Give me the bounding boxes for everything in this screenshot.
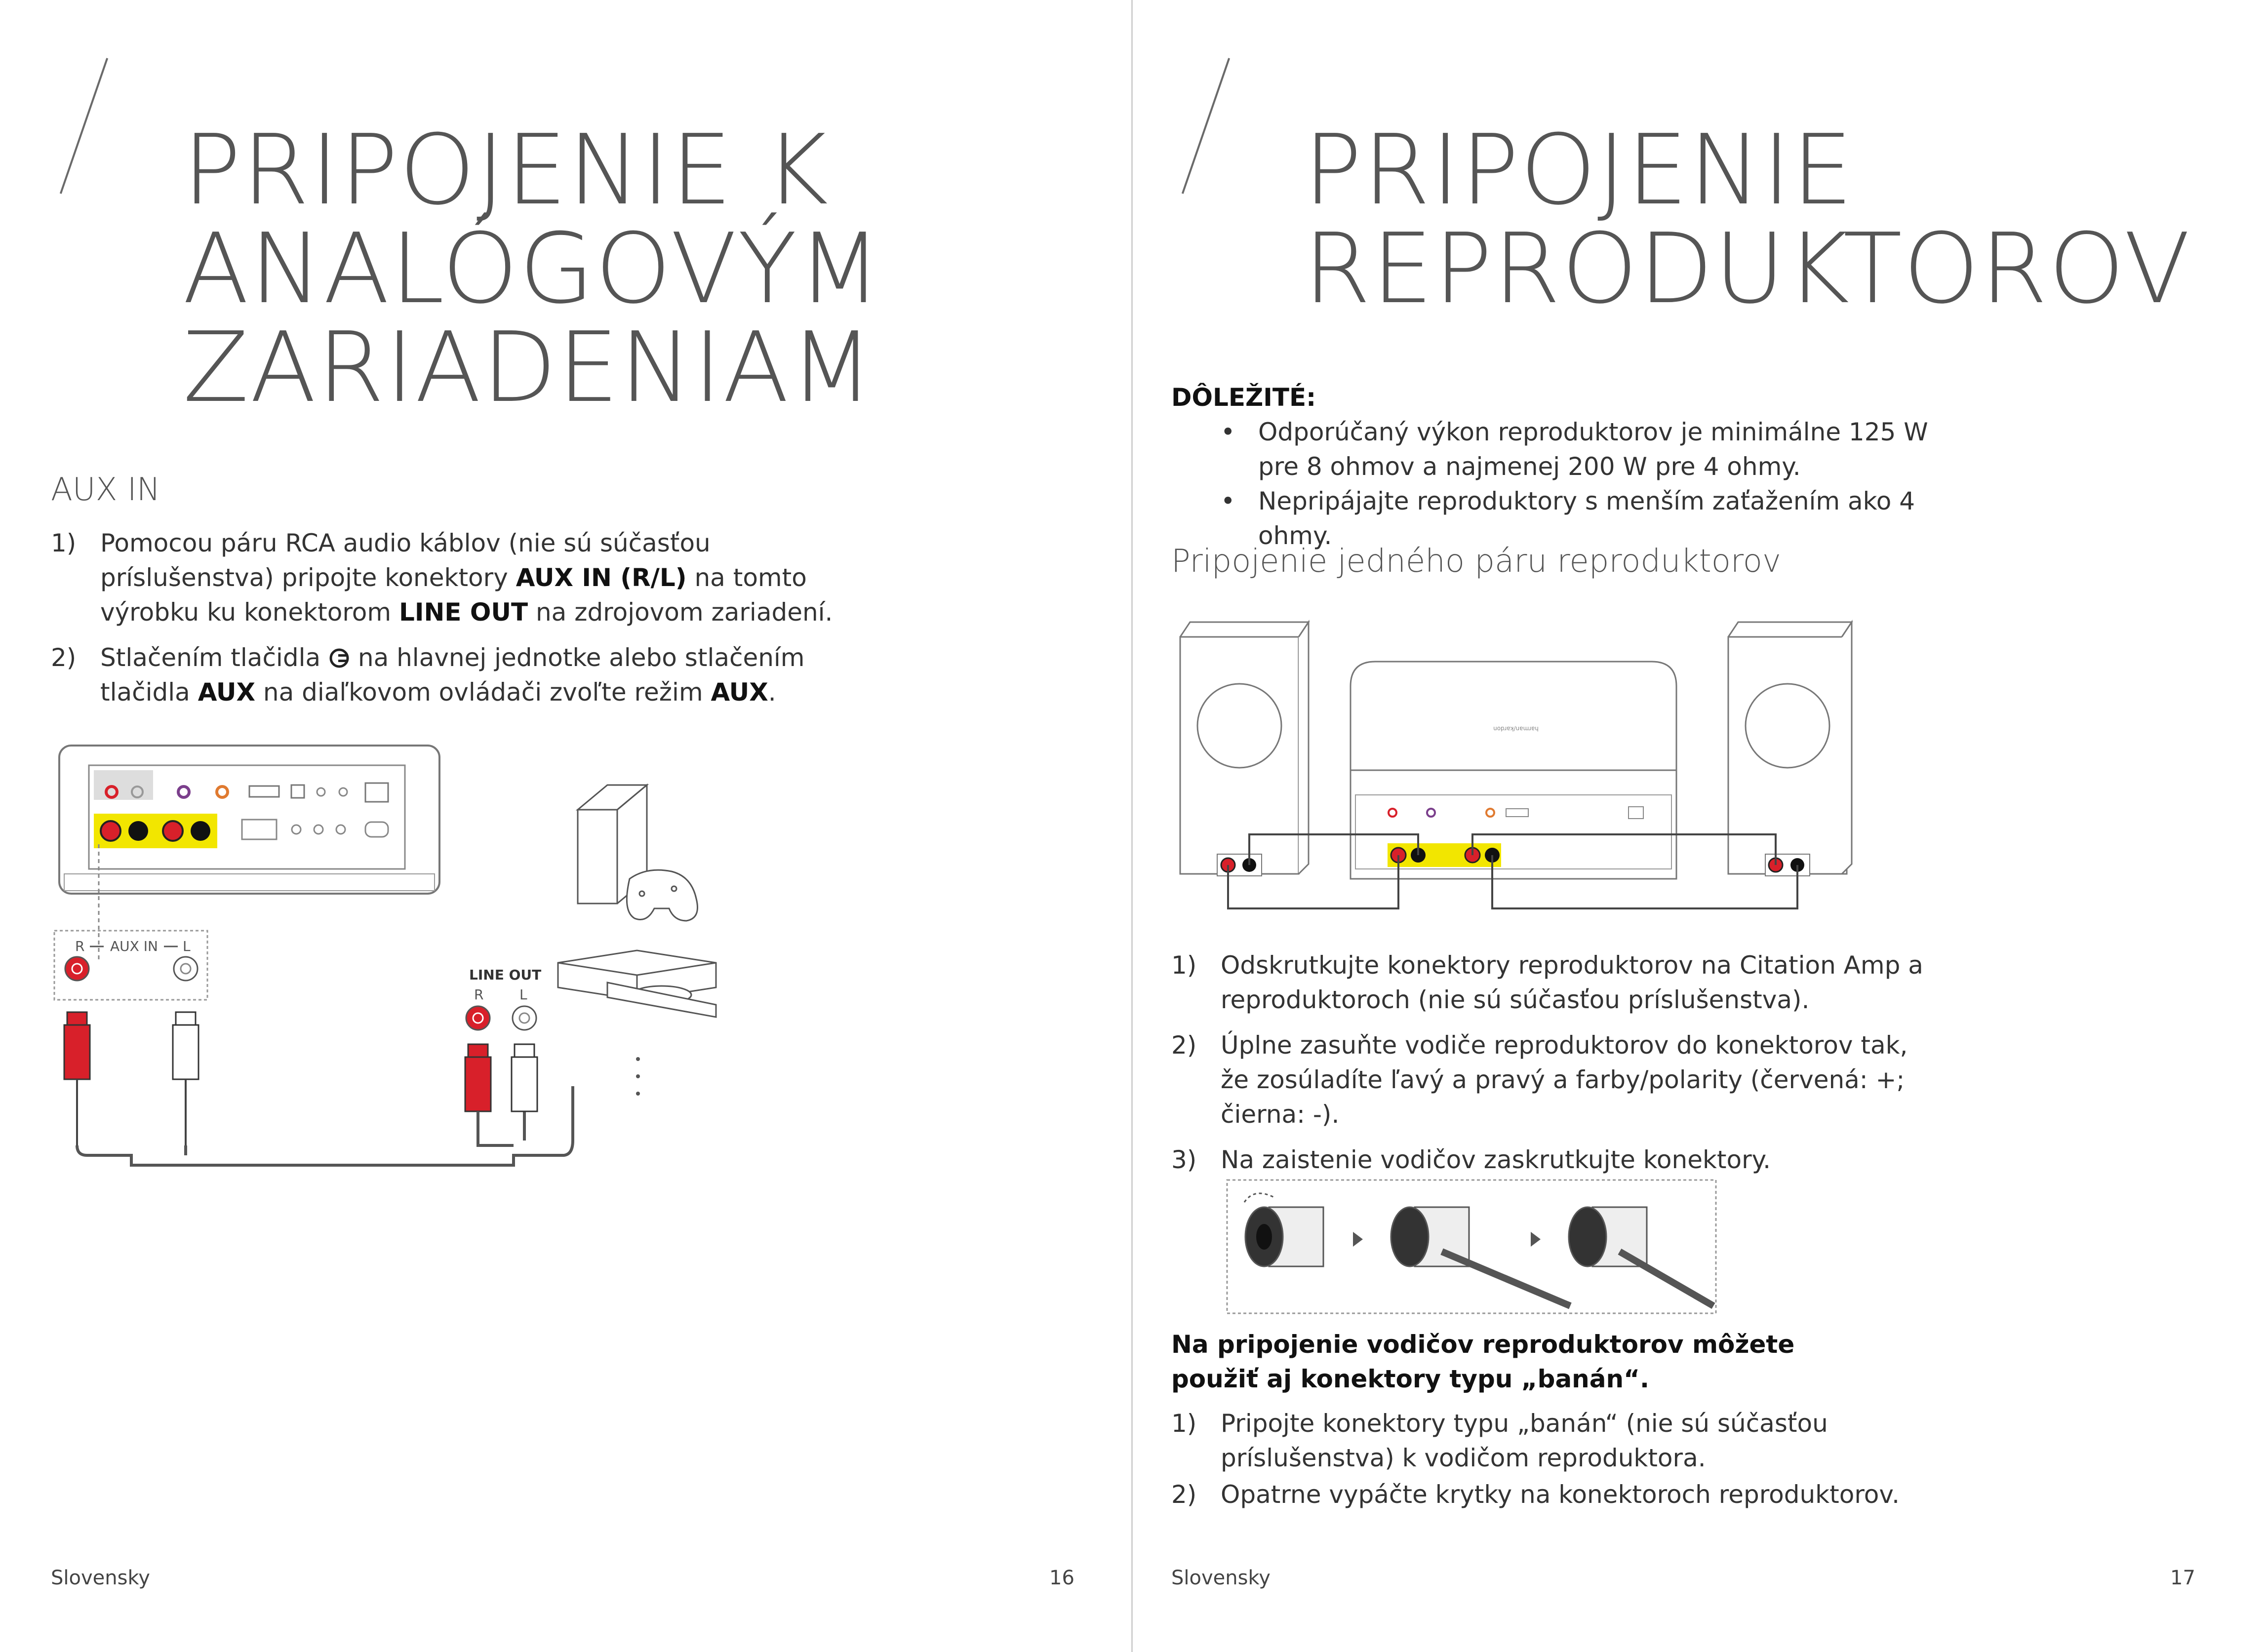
speaker-pair-heading: Pripojenie jedného páru reproduktorov <box>1171 543 1781 580</box>
line-out-r-label: R <box>474 986 484 1003</box>
page-spine <box>1131 0 1133 1652</box>
amp-brand-label: harman/kardon <box>1493 725 1539 732</box>
aux-connection-diagram <box>49 731 820 1185</box>
aux-in-callout-label: AUX IN <box>110 938 158 954</box>
left-page-title: PRIPOJENIE K ANALÓGOVÝM ZARIADENIAM <box>183 114 882 424</box>
arrow-icon <box>1531 1232 1541 1247</box>
more-devices-dots <box>636 1057 640 1096</box>
speaker-connection-diagram <box>1170 617 1871 923</box>
speaker-terminals <box>94 814 217 848</box>
step-item: 2) Opatrne vypáčte krytky na konektoroch reproduktorov. <box>1171 1480 1900 1509</box>
terminal-step-2 <box>1391 1207 1570 1306</box>
banana-steps <box>1171 1406 1942 1523</box>
decorative-slash <box>60 58 108 194</box>
banana-heading: Na pripojenie vodičov reproduktorov môžete použiť aj konektory typu „banán“. <box>1171 1330 1795 1393</box>
line-out-label: LINE OUT <box>469 967 542 983</box>
speaker-steps <box>1171 948 1942 1188</box>
step-item: 1) Pomocou páru RCA audio káblov (nie sú súčasťou príslušenstva) pripojte konektory AUX IN (R/L) na tomto výrobku ku konektorom LINE OUT na zdrojovom zariadení. <box>51 529 833 627</box>
right-page-number: 17 <box>2170 1567 2195 1589</box>
step-item: 3) Na zaistenie vodičov zaskrutkujte konektory. <box>1171 1145 1771 1174</box>
aux-r-label: R <box>75 938 85 954</box>
aux-in-callout <box>54 931 207 1000</box>
line-out-l-label: L <box>519 986 527 1003</box>
rca-plug-white-left <box>173 1012 199 1145</box>
left-speaker <box>1180 622 1309 874</box>
right-footer-language: Slovensky <box>1171 1567 1271 1589</box>
left-footer-language: Slovensky <box>51 1567 150 1589</box>
aux-l-label: L <box>183 938 191 954</box>
source-button-icon <box>328 647 350 669</box>
step-item: 2) Úplne zasuňte vodiče reproduktorov do konektorov tak, že zosúladíte ľavý a pravý a farby/polarity (červená: +; čierna: -). <box>1171 1031 1908 1129</box>
step-item: 1) Odskrutkujte konektory reproduktorov na Citation Amp a reproduktoroch (nie sú súčasťou príslušenstva). <box>1171 951 1923 1014</box>
important-bullet: • Odporúčaný výkon reproduktorov je minimálne 125 W pre 8 ohmov a najmenej 200 W pre 4 ohmy. <box>1221 415 1961 484</box>
rca-plug-red-right <box>465 1044 491 1111</box>
rca-plug-white-right <box>512 1044 537 1111</box>
aux-in-heading: AUX IN <box>51 472 160 508</box>
aux-steps <box>51 526 841 720</box>
terminal-screw-diagram <box>1225 1178 1718 1316</box>
step-item: 2) Stlačením tlačidla na hlavnej jednotke alebo stlačením tlačidla AUX na diaľkovom ovládači zvoľte režim AUX. <box>51 643 805 707</box>
cd-player-icon <box>558 950 716 1017</box>
line-out-callout <box>466 967 541 1030</box>
rca-cable <box>77 1086 573 1165</box>
terminal-step-3 <box>1569 1207 1713 1306</box>
important-bullet: • Nepripájajte reproduktory s menším zaťažením ako 4 ohmy. <box>1221 484 1961 553</box>
step-item: 1) Pripojte konektory typu „banán“ (nie sú súčasťou príslušenstva) k vodičom reproduktora. <box>1171 1409 1828 1472</box>
important-label: DÔLEŽITÉ: <box>1171 383 1316 412</box>
terminal-step-1 <box>1244 1193 1323 1266</box>
important-bullets <box>1221 415 1961 553</box>
right-page-title: PRIPOJENIE REPRODUKTOROV <box>1304 114 2191 325</box>
game-console-icon <box>578 785 698 921</box>
left-page-number: 16 <box>1049 1567 1074 1589</box>
citation-amp <box>1351 662 1676 879</box>
decorative-slash <box>1182 58 1230 194</box>
right-speaker <box>1728 622 1852 874</box>
rca-plug-red-left <box>64 1012 90 1145</box>
main-unit-back-panel <box>59 746 439 894</box>
arrow-icon <box>1353 1232 1363 1247</box>
